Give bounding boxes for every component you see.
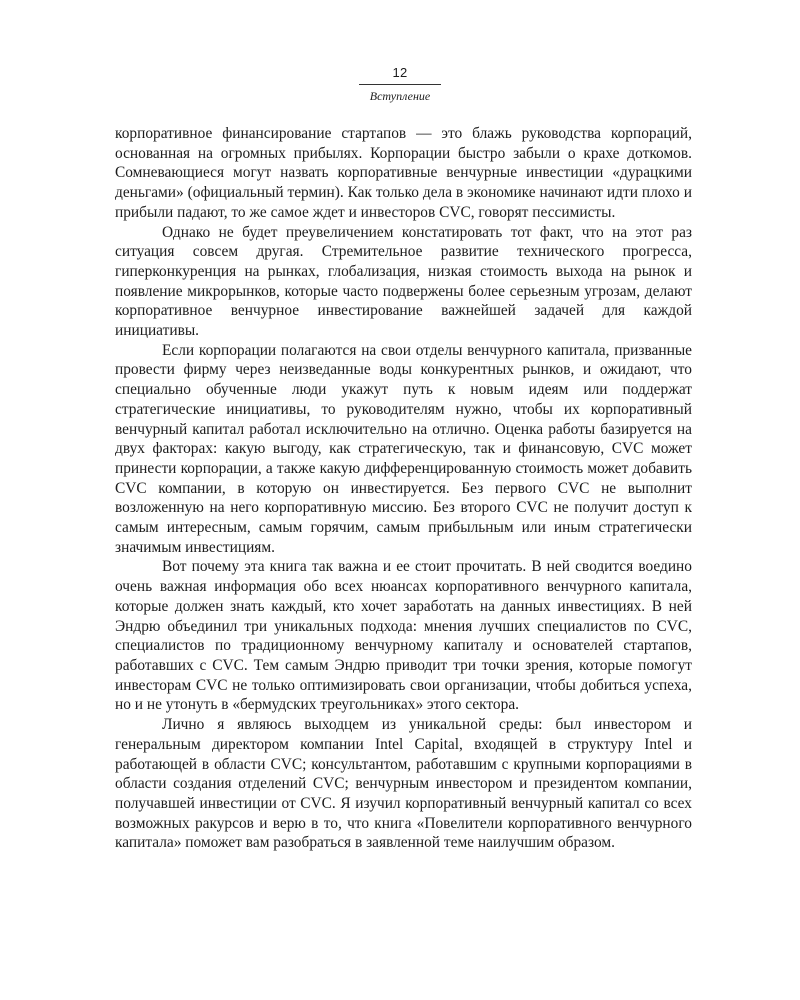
body-text (115, 124, 692, 853)
paragraph-4: Вот почему эта книга так важна и ее стоит прочитать. В ней сводится воедино очень важная информация обо всех нюансах корпоративного венчурного капитала, которые должен знать каждый, кто хочет заработать на данных инвестициях. В ней Эндрю объединил три уникальных подхода: мнения лучших специалистов по CVC, специалистов по традиционному венчурному капиталу и основателей стартапов, работавших с CVC. Тем самым Эндрю приводит три точки зрения, которые помогут инвесторам CVC не только оптимизировать свои организации, чтобы добиться успеха, но и не утонуть в «бермудских треугольниках» этого сектора. (115, 558, 692, 714)
header-divider (359, 84, 441, 85)
page-number: 12 (392, 65, 408, 80)
paragraph-1: корпоративное финансирование стартапов — это блажь руководства корпораций, основанная на огромных прибылях. Корпорации быстро забыли о крахе доткомов. Сомневающиеся могут назвать корпоративные венчурные инвестиции «дурацкими деньгами» (официальный термин). Как только дела в экономике начинают идти плохо и прибыли падают, то же самое ждет и инвесторов CVC, говорят пессимисты. (115, 125, 692, 221)
paragraph-5: Лично я являюсь выходцем из уникальной среды: был инвестором и генеральным директором компании Intel Capital, входящей в структуру Intel и работающей в области CVC; консультантом, работавшим с крупными корпорациями в области создания отделений CVC; венчурным инвестором и президентом компании, получавшей инвестиции от CVC. Я изучил корпоративный венчурный капитал со всех возможных ракурсов и верю в то, что книга «Повелители корпоративного венчурного капитала» поможет вам разобраться в заявленной теме наилучшим образом. (115, 716, 692, 852)
paragraph-2: Однако не будет преувеличением констатировать тот факт, что на этот раз ситуация совсем другая. Стремительное развитие технического прогресса, гиперконкуренция на рынках, глобализация, низкая стоимость выхода на рынок и появление микрорынков, которые часто подвержены более серьезным угрозам, делают корпоративное венчурное инвестирование важнейшей задачей для каждой инициативы. (115, 223, 692, 340)
paragraph-3: Если корпорации полагаются на свои отделы венчурного капитала, призванные провести фирму через неизведанные воды конкурентных рынков, и ожидают, что специально обученные люди укажут путь к новым идеям или поддержат стратегические инициативы, то руководителям нужно, чтобы их корпоративный венчурный капитал работал исключительно на отлично. Оценка работы базируется на двух факторах: какую выгоду, как стратегическую, так и финансовую, CVC может принести корпорации, а также какую дифференцированную стоимость может добавить CVC компании, в которую он инвестируется. Без первого CVC не выполнит возложенную на него корпоративную миссию. Без второго CVC не получит доступ к самым интересным, самым горячим, самым прибыльным или иным стратегически значимым инвестициям. (115, 341, 692, 556)
page-header (0, 64, 800, 104)
running-title: Вступление (369, 89, 431, 103)
